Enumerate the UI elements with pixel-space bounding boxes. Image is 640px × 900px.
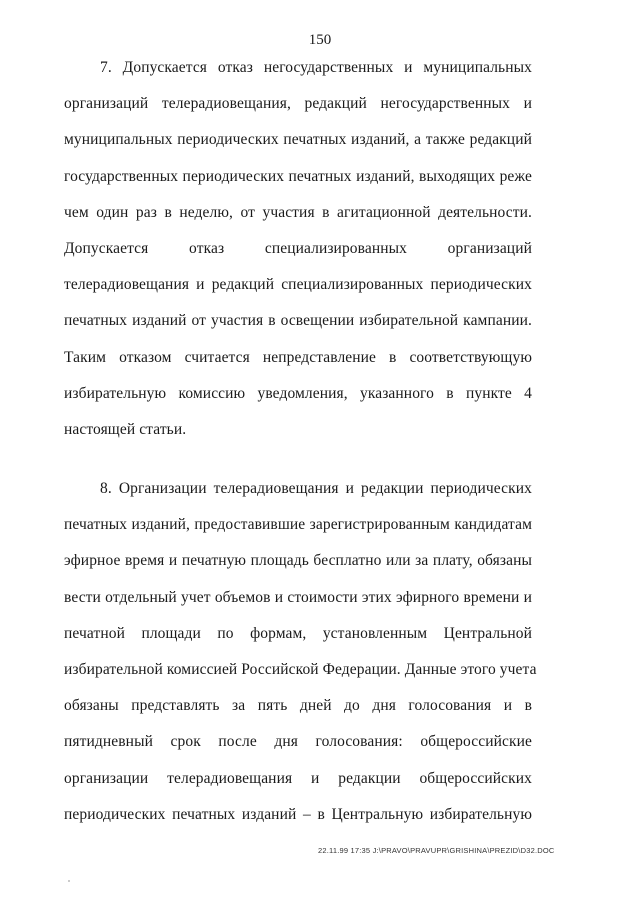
text-line: Допускается отказ специализированных организаций	[64, 239, 532, 257]
text-line: организации телерадиовещания и редакции общероссийских	[64, 769, 532, 787]
text-line: муниципальных периодических печатных изданий, а также редакций	[64, 131, 532, 149]
text-line: обязаны представлять за пять дней до дня голосования и в	[64, 697, 532, 715]
scan-speck	[68, 880, 70, 882]
file-path-footer: 22.11.99 17:35 J:\PRAVO\PRAVUPR\GRISHINA\PREZID\D32.DOC	[318, 846, 555, 855]
document-body	[64, 58, 537, 841]
paragraph-gap	[64, 456, 532, 479]
text-line: 8. Организации телерадиовещания и редакции периодических	[100, 480, 532, 498]
text-line: печатных изданий от участия в освещении избирательной кампании.	[64, 312, 532, 330]
text-line: эфирное время и печатную площадь бесплатно или за плату, обязаны	[64, 552, 532, 570]
text-line: избирательной комиссией Российской Федерации. Данные этого учета	[64, 661, 537, 678]
page-number: 150	[308, 32, 332, 48]
text-line: государственных периодических печатных изданий, выходящих реже	[64, 167, 532, 185]
text-line: телерадиовещания и редакций специализированных периодических	[64, 276, 532, 294]
text-line: организаций телерадиовещания, редакций негосударственных и	[64, 95, 532, 113]
paragraph-8	[64, 479, 537, 841]
paragraph-7	[64, 58, 532, 456]
text-line: 7. Допускается отказ негосударственных и муниципальных	[100, 59, 532, 76]
text-line: Таким отказом считается непредставление в соответствующую	[64, 348, 532, 366]
text-line: настоящей статьи.	[64, 420, 187, 438]
text-line: пятидневный срок после дня голосования: общероссийские	[64, 733, 532, 751]
text-line: печатной площади по формам, установленным Центральной	[64, 624, 532, 642]
text-line: чем один раз в неделю, от участия в агитационной деятельности.	[64, 203, 532, 221]
text-line: вести отдельный учет объемов и стоимости этих эфирного времени и	[64, 588, 532, 606]
text-line: периодических печатных изданий – в Центральную избирательную	[64, 805, 532, 823]
text-line: печатных изданий, предоставившие зарегистрированным кандидатам	[64, 516, 532, 534]
text-line: избирательную комиссию уведомления, указанного в пункте 4	[64, 384, 532, 402]
